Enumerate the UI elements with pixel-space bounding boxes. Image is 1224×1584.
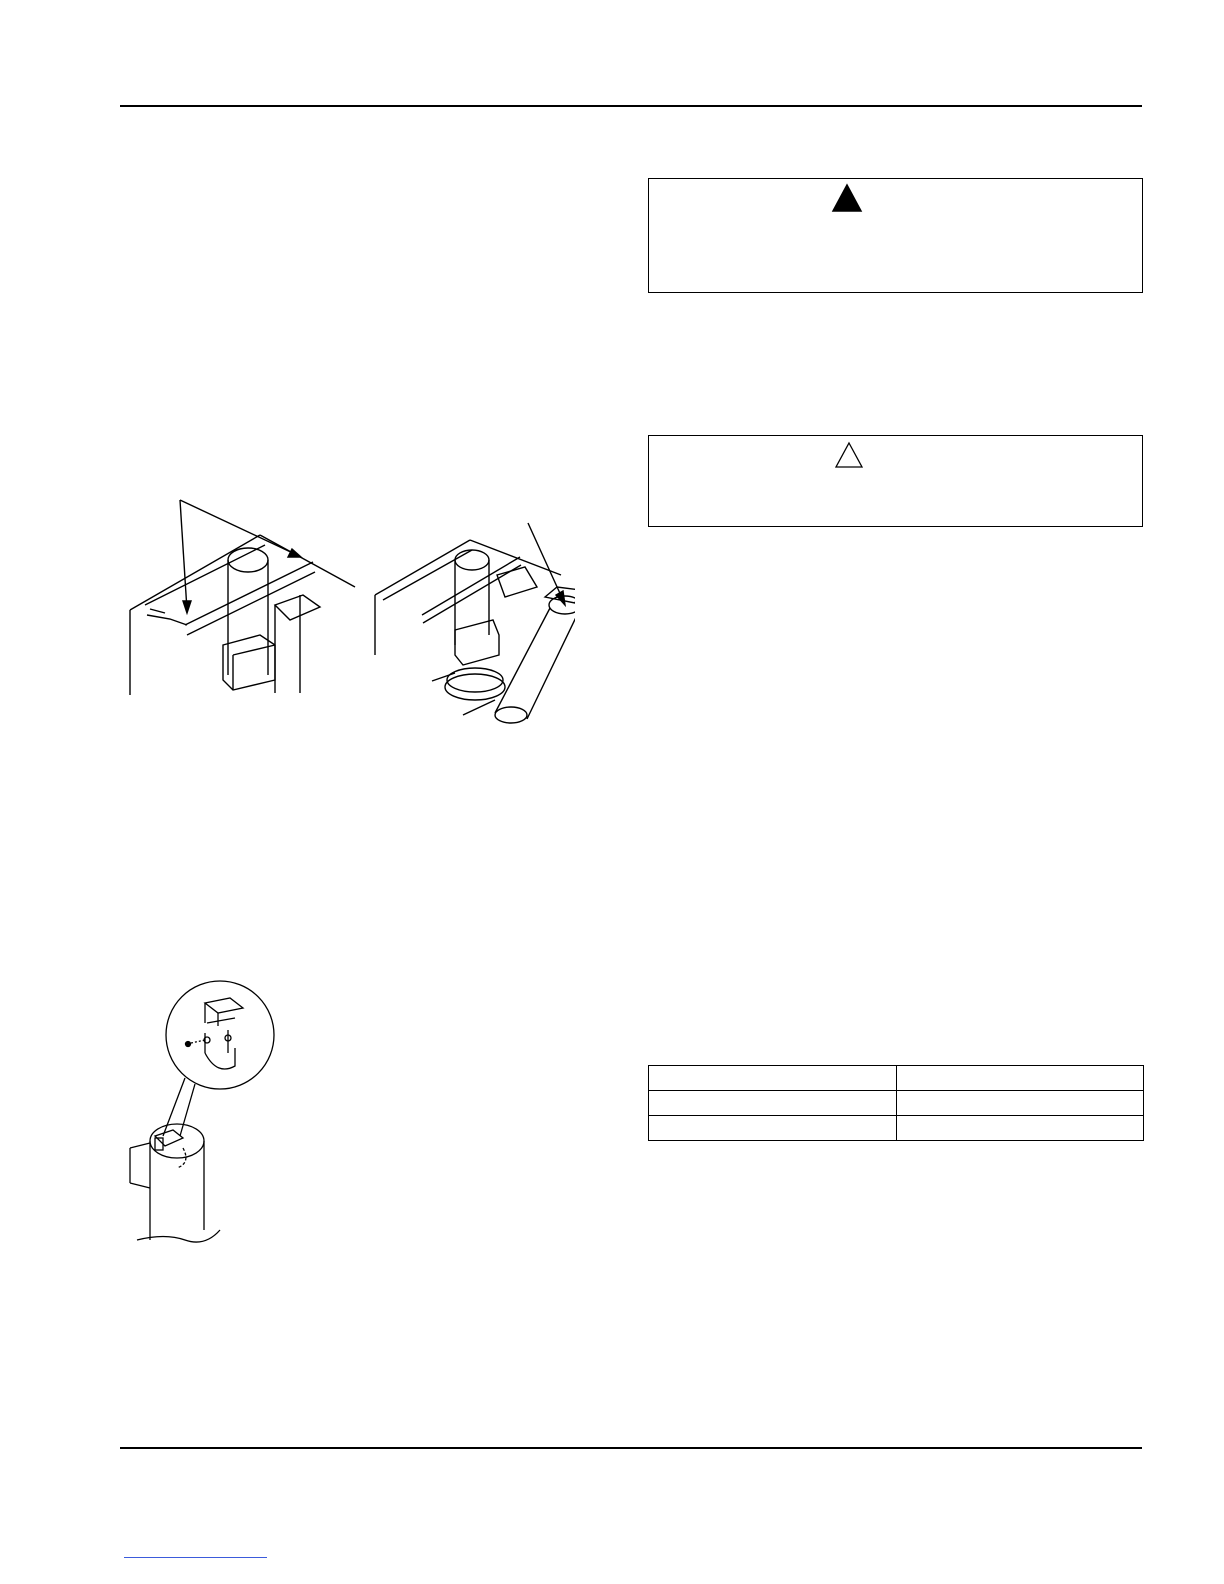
header-rule — [120, 105, 1142, 107]
warning-triangle-filled-icon — [831, 183, 863, 213]
cabinet-rail-removal-figure — [125, 495, 575, 725]
table-row — [649, 1066, 1144, 1091]
table-cell — [649, 1066, 897, 1091]
table-row — [649, 1091, 1144, 1116]
warning-box — [648, 178, 1143, 293]
bracket-detail-figure — [125, 978, 285, 1248]
table-cell — [897, 1066, 1144, 1091]
table-cell — [897, 1116, 1144, 1141]
footer-rule — [120, 1447, 1142, 1449]
table-cell — [897, 1091, 1144, 1116]
footer-link[interactable] — [124, 1557, 267, 1558]
table-cell — [649, 1116, 897, 1141]
caution-box — [648, 435, 1143, 527]
table-cell — [649, 1091, 897, 1116]
caution-triangle-outline-icon — [833, 440, 865, 470]
table-row — [649, 1116, 1144, 1141]
spec-table — [648, 1065, 1144, 1141]
